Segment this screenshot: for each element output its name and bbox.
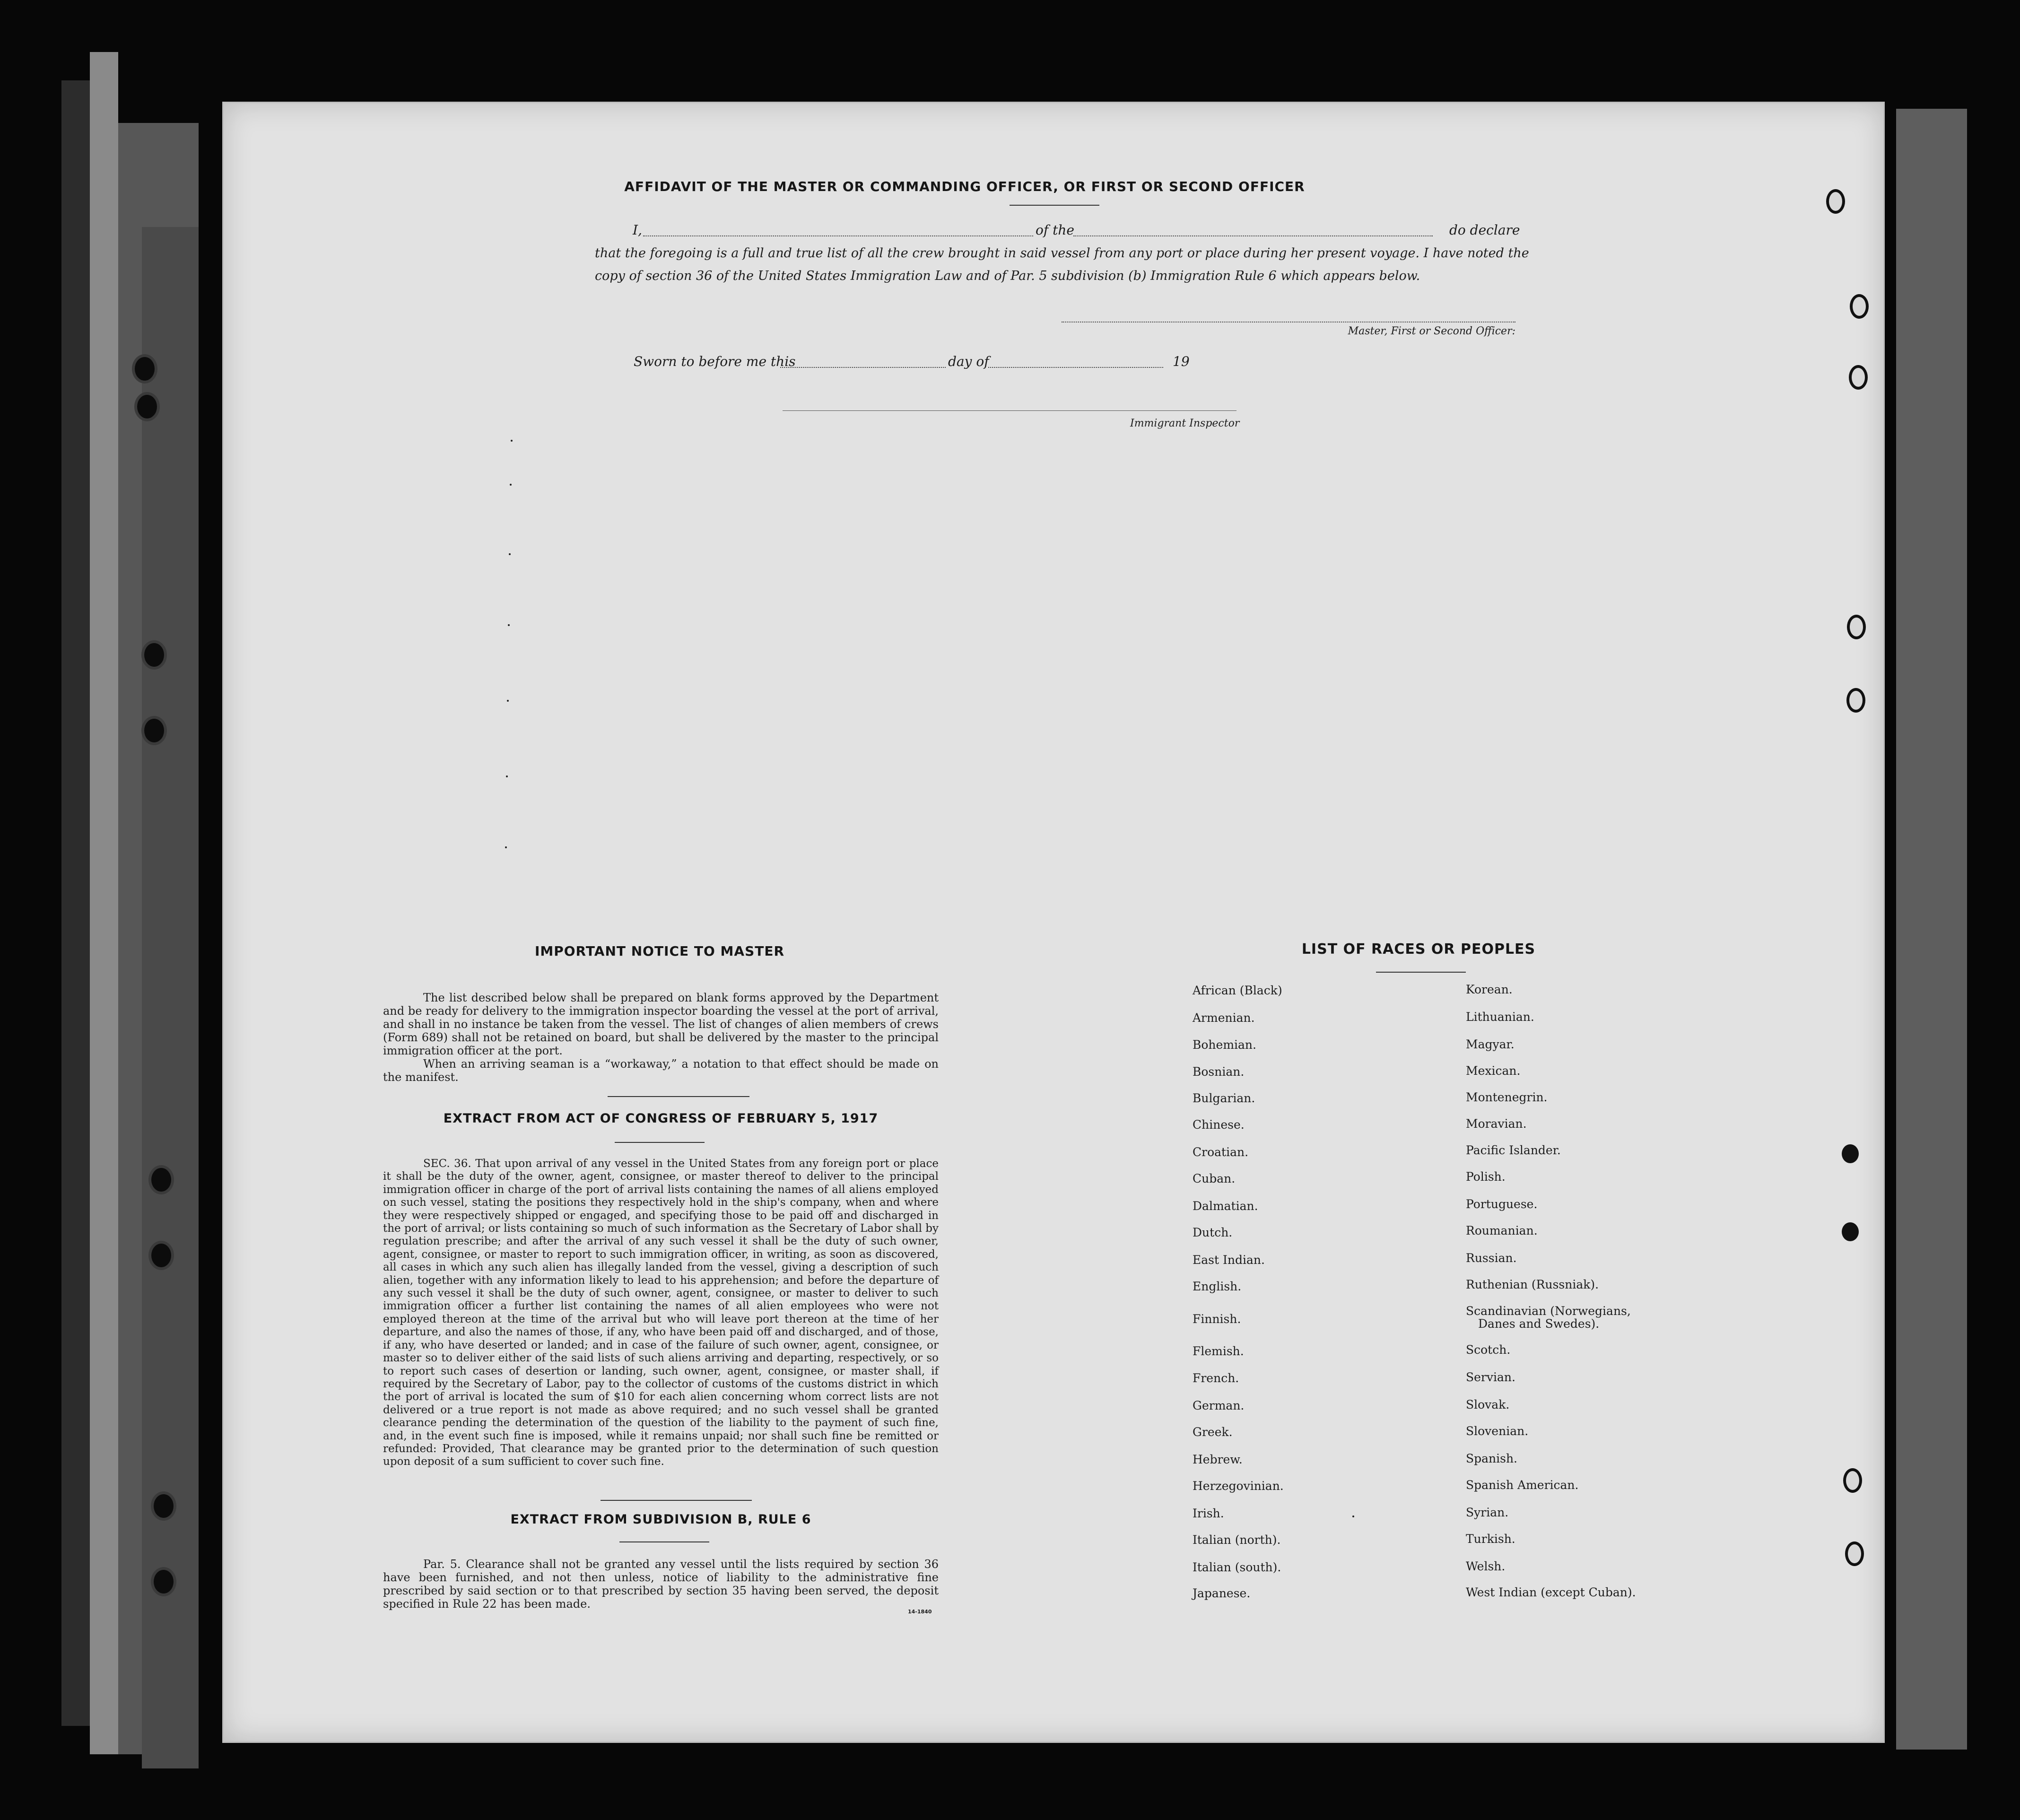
form-number: 14-1840: [908, 1609, 932, 1615]
inspector-label: Immigrant Inspector: [1130, 418, 1240, 429]
race-item: Syrian.: [1466, 1506, 1509, 1519]
stray-mark: [509, 553, 511, 555]
race-item: Greek.: [1193, 1425, 1233, 1439]
race-item: Pacific Islander.: [1466, 1143, 1561, 1157]
inspector-blank: [783, 410, 1236, 411]
race-item: Lithuanian.: [1466, 1010, 1534, 1024]
race-item-continuation: Danes and Swedes).: [1478, 1317, 1600, 1331]
race-item: Servian.: [1466, 1370, 1515, 1384]
affidavit-line3: copy of section 36 of the United States Immigration Law and of Par. 5 subdivision (b) Immigration Rule 6 which appears below.: [595, 269, 1420, 283]
punch-hole-icon: [1846, 688, 1865, 713]
race-item: Chinese.: [1193, 1118, 1245, 1132]
race-item: Russian.: [1466, 1251, 1517, 1265]
race-item: Turkish.: [1466, 1532, 1515, 1546]
race-item: Irish.: [1193, 1507, 1224, 1520]
race-item: Dalmatian.: [1193, 1199, 1258, 1213]
punch-hole-icon: [1847, 615, 1866, 639]
vessel-blank: [1073, 235, 1433, 236]
punch-hole-icon: [144, 719, 164, 742]
rule6-text: Par. 5. Clearance shall not be granted any vessel until the lists required by section 36 have been furnished, and not then unless, notice of liability to the administrative fine prescribed by said section or to that prescribed by section 35 having been served, the deposit specified in Rule 22 has been made.: [383, 1558, 939, 1611]
punch-hole-icon: [154, 1570, 174, 1594]
race-item: Dutch.: [1193, 1226, 1233, 1239]
race-item: Welsh.: [1466, 1559, 1506, 1573]
sworn-year: 19: [1173, 354, 1190, 369]
race-item: German.: [1193, 1399, 1245, 1412]
race-item: Magyar.: [1466, 1037, 1515, 1051]
divider: [615, 1142, 705, 1143]
race-item: Montenegrin.: [1466, 1090, 1548, 1104]
race-item: Korean.: [1466, 983, 1513, 996]
sworn-prefix: Sworn to before me this: [634, 354, 796, 369]
race-item: Moravian.: [1466, 1117, 1527, 1131]
race-item: Spanish American.: [1466, 1478, 1579, 1492]
punch-hole-icon: [1850, 294, 1869, 319]
race-item: Italian (south).: [1193, 1560, 1281, 1574]
race-item: Japanese.: [1193, 1586, 1251, 1600]
binder-strip: [142, 227, 199, 1768]
race-item: Finnish.: [1193, 1312, 1241, 1326]
binder-strip: [90, 52, 118, 1754]
punch-hole-icon: [154, 1494, 174, 1518]
affidavit-i: I,: [633, 222, 642, 238]
divider: [601, 1500, 752, 1501]
notice-title: IMPORTANT NOTICE TO MASTER: [534, 943, 785, 959]
race-item: Portuguese.: [1466, 1197, 1538, 1211]
notice-paragraph-2: When an arriving seaman is a “workaway,” a notation to that effect should be made on the manifest.: [383, 1057, 939, 1084]
punch-hole-icon: [1849, 365, 1868, 390]
stray-mark: [505, 846, 507, 848]
punch-hole-icon: [135, 357, 155, 381]
punch-hole-icon: [144, 643, 164, 667]
stray-mark: [508, 624, 510, 626]
race-item: Hebrew.: [1193, 1453, 1243, 1466]
race-item: Scandinavian (Norwegians,: [1466, 1304, 1631, 1318]
race-item: Herzegovinian.: [1193, 1479, 1284, 1493]
punch-hole-icon: [1845, 1541, 1864, 1566]
affidavit-declare: do declare: [1449, 222, 1520, 238]
punch-hole-icon: [151, 1168, 171, 1192]
binder-strip: [1896, 109, 1967, 1750]
divider: [1376, 972, 1466, 973]
sworn-day-of: day of: [948, 354, 989, 369]
month-blank: [988, 367, 1163, 368]
notice-paragraph-1: The list described below shall be prepared on blank forms approved by the Department and be ready for delivery to the immigration inspector boarding the vessel at the port of arrival, and shall in no instance be taken from the vessel. The list of changes of alien members of crews (Form 689) shall not be retained on board, but shall be delivered by the master to the principal immigration officer at the port.: [383, 991, 939, 1057]
race-item: English.: [1193, 1280, 1242, 1293]
punch-hole-icon: [151, 1244, 171, 1267]
race-item: Slovak.: [1466, 1398, 1510, 1411]
punch-hole-icon: [1843, 1468, 1862, 1493]
act-title: EXTRACT FROM ACT OF CONGRESS OF FEBRUARY 5, 1917: [443, 1111, 879, 1126]
rule6-title: EXTRACT FROM SUBDIVISION B, RULE 6: [510, 1512, 811, 1527]
race-item: Roumanian.: [1466, 1224, 1538, 1237]
race-item: French.: [1193, 1371, 1239, 1385]
race-item: Ruthenian (Russniak).: [1466, 1278, 1599, 1291]
races-title: LIST OF RACES OR PEOPLES: [1301, 941, 1536, 958]
race-item: Flemish.: [1193, 1344, 1244, 1358]
manifest-page: [222, 102, 1885, 1743]
name-blank: [643, 235, 1033, 236]
affidavit-of-the: of the: [1036, 222, 1074, 238]
stray-mark: [511, 440, 513, 442]
race-item: Bulgarian.: [1193, 1091, 1255, 1105]
race-item: Mexican.: [1466, 1064, 1521, 1078]
punch-hole-icon: [1826, 189, 1845, 214]
race-item: Scotch.: [1466, 1343, 1511, 1357]
stray-mark: [507, 700, 509, 702]
race-item: East Indian.: [1193, 1253, 1265, 1267]
affidavit-line2: that the foregoing is a full and true list of all the crew brought in said vessel from any port or place during her present voyage. I have noted the: [595, 246, 1529, 261]
stray-mark: [1352, 1515, 1354, 1517]
race-item: Armenian.: [1193, 1011, 1255, 1025]
race-item: Polish.: [1466, 1170, 1506, 1184]
race-item: Bohemian.: [1193, 1038, 1256, 1052]
divider: [1010, 205, 1099, 206]
punch-hole-icon: [137, 395, 157, 418]
race-item: Croatian.: [1193, 1145, 1249, 1159]
divider: [608, 1096, 749, 1097]
race-item: Italian (north).: [1193, 1533, 1281, 1547]
affidavit-title: AFFIDAVIT OF THE MASTER OR COMMANDING OFFICER, OR FIRST OR SECOND OFFICER: [624, 179, 1305, 194]
race-item: Spanish.: [1466, 1452, 1518, 1465]
stray-mark: [506, 775, 508, 777]
race-item: Cuban.: [1193, 1172, 1236, 1185]
divider: [619, 1541, 709, 1542]
day-blank: [780, 367, 946, 368]
race-item: Slovenian.: [1466, 1424, 1529, 1438]
stray-mark: [510, 484, 512, 486]
race-item: West Indian (except Cuban).: [1466, 1585, 1636, 1599]
race-item: Bosnian.: [1193, 1065, 1245, 1079]
act-section-36-text: SEC. 36. That upon arrival of any vessel in the United States from any foreign port or place it shall be the duty of the owner, agent, consignee, or master thereof to deliver to the principal immigration officer in charge of the port of arrival lists containing the names of all aliens employed on such vessel, stating the positions they respectively hold in the ship's company, when and where they were respectively shipped or engaged, and specifying those to be paid off and discharged in the port of arrival; or lists containing so much of such information as the Secretary of Labor shall by regulation prescribe; and after the arrival of any such vessel it shall be the duty of such owner, agent, consignee, or master to report to such immigration officer, in writing, as soon as discovered, all cases in which any such alien has illegally landed from the vessel, giving a description of such alien, together with any information likely to lead to his apprehension; and before the departure of any such vessel it shall be the duty of such owner, agent, consignee, or master to deliver to such immigration officer a further list containing the names of all alien employees who were not employed thereon at the time of the arrival but who will leave port thereon at the time of her departure, and also the names of those, if any, who have been paid off and discharged, and of those, if any, who have deserted or landed; and in case of the failure of such owner, agent, consignee, or master so to deliver either of the said lists of such aliens arriving and departing, respectively, or so to report such cases of desertion or landing, such owner, agent, consignee, or master shall, if required by the Secretary of Labor, pay to the collector of customs of the customs district in which the port of arrival is located the sum of $10 for each alien concerning whom correct lists are not delivered or a true report is not made as above required; and no such vessel shall be granted clearance pending the determination of the question of the liability to the payment of such fine, and, in the event such fine is imposed, while it remains unpaid; nor shall such fine be remitted or refunded: Provided, That clearance may be granted prior to the determination of such question upon deposit of a sum sufficient to cover such fine.: [383, 1158, 939, 1468]
race-item: African (Black): [1193, 984, 1282, 997]
punch-hole-icon: [1842, 1222, 1859, 1241]
punch-hole-icon: [1842, 1144, 1859, 1163]
signature-label: Master, First or Second Officer:: [1348, 325, 1515, 337]
